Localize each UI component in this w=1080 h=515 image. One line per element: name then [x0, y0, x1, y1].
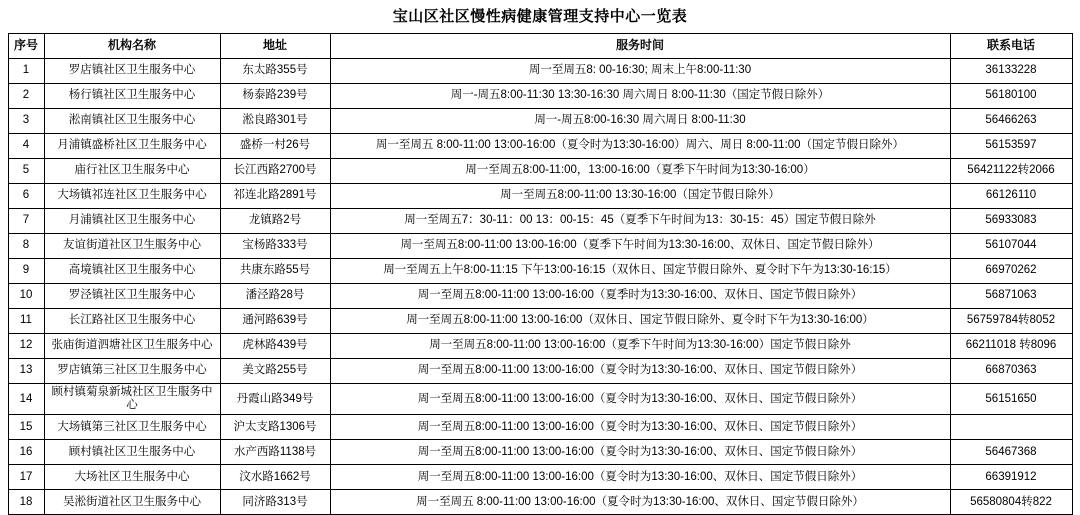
cell-phone: 56107044	[950, 234, 1072, 259]
cell-service-time: 周一至周五8:00-11:00 13:00-16:00（夏令时为13:30-16:00、双休日、国定节假日除外）	[330, 465, 950, 490]
table-row	[8, 415, 1072, 440]
cell-address: 通河路639号	[220, 309, 330, 334]
table-row	[8, 309, 1072, 334]
cell-phone: 66391912	[950, 465, 1072, 490]
cell-phone: 56759784转8052	[950, 309, 1072, 334]
cell-address: 丹霞山路349号	[220, 384, 330, 415]
table-row	[8, 84, 1072, 109]
cell-org: 友谊街道社区卫生服务中心	[44, 234, 220, 259]
cell-org: 罗泾镇社区卫生服务中心	[44, 284, 220, 309]
table-row	[8, 209, 1072, 234]
column-header-address: 地址	[220, 34, 330, 59]
cell-org: 大场镇第三社区卫生服务中心	[44, 415, 220, 440]
clinic-directory-table	[8, 33, 1073, 515]
column-header-service-time: 服务时间	[330, 34, 950, 59]
cell-address: 龙镇路2号	[220, 209, 330, 234]
cell-org: 罗店镇社区卫生服务中心	[44, 59, 220, 84]
cell-phone	[950, 415, 1072, 440]
cell-address: 同济路313号	[220, 490, 330, 515]
cell-service-time: 周一至周五8:00-11:00 13:00-16:00（夏季下午时间为13:30-16:00、双休日、国定节假日除外）	[330, 234, 950, 259]
cell-address: 虎林路439号	[220, 334, 330, 359]
cell-service-time: 周一至周五 8:00-11:00 13:00-16:00（夏令时为13:30-16:00、双休日、国定节假日除外）	[330, 490, 950, 515]
table-row	[8, 259, 1072, 284]
cell-address: 东太路355号	[220, 59, 330, 84]
cell-index: 13	[8, 359, 44, 384]
column-header-org: 机构名称	[44, 34, 220, 59]
cell-phone: 66211018 转8096	[950, 334, 1072, 359]
cell-address: 汶水路1662号	[220, 465, 330, 490]
cell-service-time: 周一-周五8:00-16:30 周六周日 8:00-11:30	[330, 109, 950, 134]
cell-index: 2	[8, 84, 44, 109]
cell-service-time: 周一至周五8:00-11:00 13:00-16:00（夏令时为13:30-16:00、双休日、国定节假日除外）	[330, 359, 950, 384]
cell-address: 盛桥一村26号	[220, 134, 330, 159]
table-header-row	[8, 34, 1072, 59]
cell-service-time: 周一至周五上午8:00-11:15 下午13:00-16:15（双休日、国定节假日除外、夏令时下午为13:30-16:15）	[330, 259, 950, 284]
cell-index: 17	[8, 465, 44, 490]
cell-index: 15	[8, 415, 44, 440]
cell-org: 大场镇祁连社区卫生服务中心	[44, 184, 220, 209]
cell-phone: 66126110	[950, 184, 1072, 209]
cell-org: 月浦镇社区卫生服务中心	[44, 209, 220, 234]
cell-address: 宝杨路333号	[220, 234, 330, 259]
table-row	[8, 59, 1072, 84]
cell-org: 长江路社区卫生服务中心	[44, 309, 220, 334]
cell-address: 长江西路2700号	[220, 159, 330, 184]
cell-service-time: 周一至周五8:00-11:00 13:00-16:00（双休日、国定节假日除外、夏令时下午为13:30-16:00）	[330, 309, 950, 334]
cell-org: 淞南镇社区卫生服务中心	[44, 109, 220, 134]
table-body	[8, 59, 1072, 515]
table-row	[8, 109, 1072, 134]
cell-index: 10	[8, 284, 44, 309]
cell-org: 吴淞街道社区卫生服务中心	[44, 490, 220, 515]
cell-org: 张庙街道泗塘社区卫生服务中心	[44, 334, 220, 359]
cell-service-time: 周一至周五8:00-11:00 13:00-16:00（夏令时为13:30-16:00、双休日、国定节假日除外）	[330, 440, 950, 465]
table-row	[8, 490, 1072, 515]
cell-org: 大场社区卫生服务中心	[44, 465, 220, 490]
cell-service-time: 周一至周五8: 00-16:30; 周末上午8:00-11:30	[330, 59, 950, 84]
column-header-phone: 联系电话	[950, 34, 1072, 59]
cell-index: 11	[8, 309, 44, 334]
cell-service-time: 周一至周五8:00-11:00 13:00-16:00（夏令时为13:30-16:00、双休日、国定节假日除外）	[330, 384, 950, 415]
cell-service-time: 周一至周五7：30-11：00 13：00-15：45（夏季下午时间为13：30-15：45）国定节假日除外	[330, 209, 950, 234]
table-row	[8, 440, 1072, 465]
cell-index: 6	[8, 184, 44, 209]
cell-index: 3	[8, 109, 44, 134]
cell-phone: 56151650	[950, 384, 1072, 415]
cell-service-time: 周一至周五8:00-11:00 13:00-16:00（夏季时为13:30-16:00、双休日、国定节假日除外）	[330, 284, 950, 309]
cell-phone: 56933083	[950, 209, 1072, 234]
cell-address: 潘泾路28号	[220, 284, 330, 309]
cell-phone: 56180100	[950, 84, 1072, 109]
cell-service-time: 周一至周五 8:00-11:00 13:00-16:00（夏令时为13:30-16:00）周六、周日 8:00-11:00（国定节假日除外）	[330, 134, 950, 159]
cell-service-time: 周一至周五8:00-11:00 13:00-16:00（夏季下午时间为13:30-16:00）国定节假日除外	[330, 334, 950, 359]
cell-index: 1	[8, 59, 44, 84]
cell-address: 淞良路301号	[220, 109, 330, 134]
cell-phone: 66870363	[950, 359, 1072, 384]
cell-index: 9	[8, 259, 44, 284]
cell-org: 月浦镇盛桥社区卫生服务中心	[44, 134, 220, 159]
table-row	[8, 465, 1072, 490]
cell-index: 7	[8, 209, 44, 234]
cell-address: 共康东路55号	[220, 259, 330, 284]
cell-org: 高境镇社区卫生服务中心	[44, 259, 220, 284]
cell-index: 5	[8, 159, 44, 184]
cell-service-time: 周一至周五8:00-11:00 13:00-16:00（夏令时为13:30-16:00、双休日、国定节假日除外）	[330, 415, 950, 440]
cell-address: 祁连北路2891号	[220, 184, 330, 209]
page-title: 宝山区社区慢性病健康管理支持中心一览表	[392, 8, 688, 25]
table-row	[8, 284, 1072, 309]
cell-address: 水产西路1138号	[220, 440, 330, 465]
cell-address: 美文路255号	[220, 359, 330, 384]
table-row	[8, 334, 1072, 359]
cell-phone: 56466263	[950, 109, 1072, 134]
cell-service-time: 周一-周五8:00-11:30 13:30-16:30 周六周日 8:00-11:30（国定节假日除外）	[330, 84, 950, 109]
cell-index: 16	[8, 440, 44, 465]
cell-phone: 56153597	[950, 134, 1072, 159]
cell-phone: 56421122转2066	[950, 159, 1072, 184]
table-row	[8, 359, 1072, 384]
cell-service-time: 周一至周五8:00-11:00 13:30-16:00（国定节假日除外）	[330, 184, 950, 209]
cell-index: 12	[8, 334, 44, 359]
cell-index: 4	[8, 134, 44, 159]
table-row	[8, 384, 1072, 415]
cell-index: 8	[8, 234, 44, 259]
cell-phone: 66970262	[950, 259, 1072, 284]
table-row	[8, 134, 1072, 159]
column-header-index: 序号	[8, 34, 44, 59]
cell-service-time: 周一至周五8:00-11:00，13:00-16:00（夏季下午时间为13:30-16:00）	[330, 159, 950, 184]
table-row	[8, 234, 1072, 259]
table-row	[8, 159, 1072, 184]
cell-address: 沪太支路1306号	[220, 415, 330, 440]
table-header	[8, 34, 1072, 59]
cell-org: 庙行社区卫生服务中心	[44, 159, 220, 184]
table-row	[8, 184, 1072, 209]
cell-org: 罗店镇第三社区卫生服务中心	[44, 359, 220, 384]
cell-phone: 56580804转822	[950, 490, 1072, 515]
cell-address: 杨泰路239号	[220, 84, 330, 109]
cell-index: 18	[8, 490, 44, 515]
cell-org: 顾村镇社区卫生服务中心	[44, 440, 220, 465]
cell-org: 杨行镇社区卫生服务中心	[44, 84, 220, 109]
cell-phone: 56871063	[950, 284, 1072, 309]
cell-org: 顾村镇菊泉新城社区卫生服务中心	[44, 384, 220, 415]
cell-phone: 36133228	[950, 59, 1072, 84]
cell-index: 14	[8, 384, 44, 415]
cell-phone: 56467368	[950, 440, 1072, 465]
